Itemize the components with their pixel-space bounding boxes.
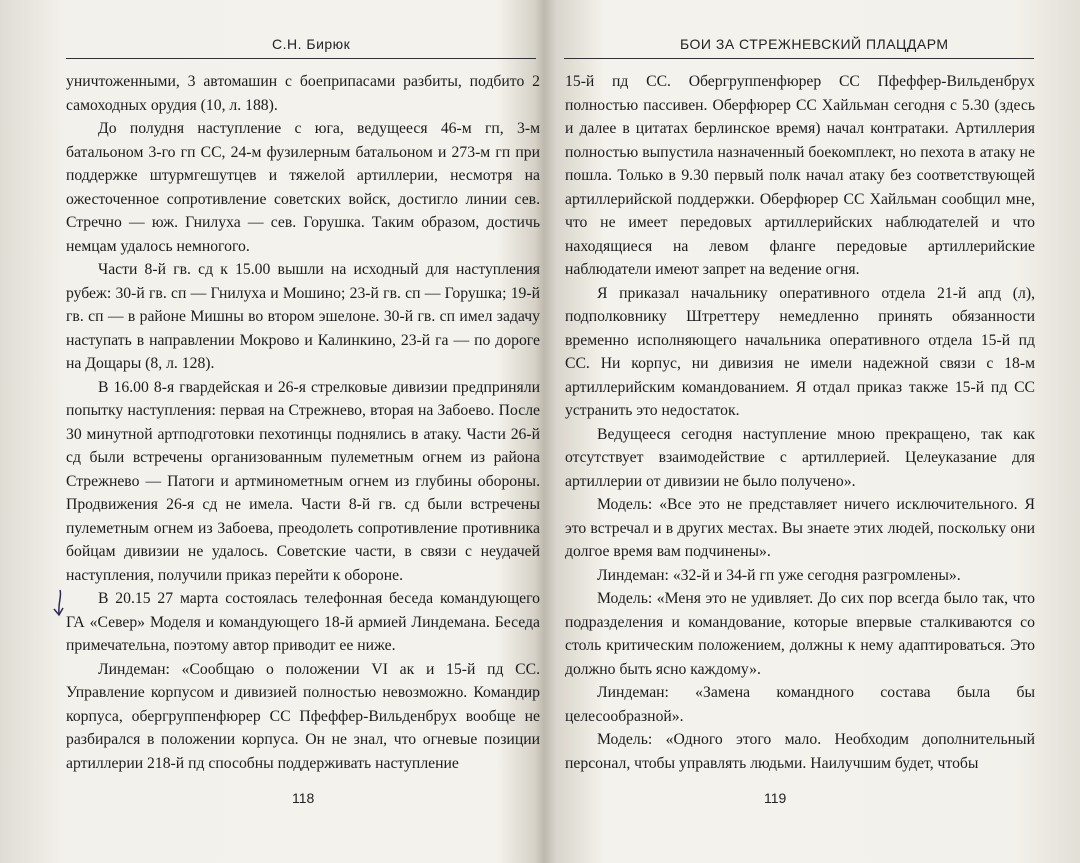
paragraph: Части 8-й гв. сд к 15.00 вышли на исходный для наступления рубеж: 30-й гв. сп — Гнилуха и Мошино; 23-й гв. сп — Горушка; 19-й гв. сп — в районе Мишны во втором эшелоне. 30-й гв. сп имел задачу наступать в направлении Мокрово и Калинкино, 23-й га — по дороге на Дощары (8, л. 128).	[66, 261, 540, 372]
paragraph: Я приказал начальнику оперативного отдела 21-й апд (л), подполковнику Штреттеру немедленно принять обязанности временно исполняющего начальника оперативного отдела 15-й пд СС. Ни корпус, ни дивизия не имели надежной связи с 18-м артиллерийским командованием. Я отдал приказ также 15-й пд СС устранить это недостаток.	[565, 284, 1035, 419]
paragraph: В 20.15 27 марта состоялась телефонная беседа командующего ГА «Север» Моделя и командующего 18-й армией Линдемана. Беседа примечательна, поэтому автор приводит ее ниже.	[66, 590, 540, 654]
left-header-rule	[66, 58, 536, 59]
paragraph: Модель: «Одного этого мало. Необходим дополнительный персонал, чтобы управлять людьми. Наилучшим будет, чтобы	[565, 731, 1035, 772]
right-header-rule	[564, 58, 1034, 59]
right-page	[544, 0, 1080, 863]
handwritten-arrow-icon	[48, 588, 70, 618]
right-page-number: 119	[764, 790, 787, 806]
paragraph: уничтоженными, 3 автомашин с боеприпасами разбиты, подбито 2 самоходных орудия (10, л. 188).	[66, 73, 540, 114]
left-page-number: 118	[292, 790, 315, 806]
paragraph: Линдеман: «Замена командного состава была бы целесообразной».	[565, 684, 1035, 725]
paragraph: До полудня наступление с юга, ведущееся 46-м гп, 3-м батальоном 3-го гп СС, 24-м фузилерным батальоном и 273-м гп при поддержке штурмгешутцев и тяжелой артиллерии, несмотря на ожесточенное сопротивление советских войск, достигло линии сев. Стречно — юж. Гнилуха — сев. Горушка. Таким образом, достичь немцам удалось немногого.	[66, 120, 540, 255]
paragraph: Линдеман: «Сообщаю о положении VI ак и 15-й пд СС. Управление корпусом и дивизией полностью невозможно. Командир корпуса, обергруппенфюрер СС Пфеффер-Вильденбрух вообще не разбирался в положении корпуса. Он не знал, что огневые позиции артиллерии 218-й пд способны поддерживать наступление	[66, 660, 540, 772]
paragraph: Ведущееся сегодня наступление мною прекращено, так как отсутствует взаимодействие с артиллерией. Целеуказание для артиллерии от дивизии не было получено».	[565, 425, 1035, 490]
paragraph: Модель: «Все это не представляет ничего исключительного. Я это встречал и в других местах. Вы знаете этих людей, поскольку они долгое время вам подчинены».	[565, 496, 1035, 560]
right-page-text	[565, 70, 1035, 775]
paragraph: В 16.00 8-я гвардейская и 26-я стрелковые дивизии предприняли попытку наступления: первая на Стрежнево, вторая на Забоево. После 30 минутной артподготовки пехотинцы поднялись в атаку. Части 26-й сд были встречены организованным пулеметным огнем из района Стрежнево — Патоги и артминометным огнем из глубины обороны. Продвижения 26-я сд не имела. Части 8-й гв. сд были встречены пулеметным огнем из Забоева, преодолеть сопротивление противника бойцам дивизии не удалось. Советские части, в связи с неудачей наступления, получили приказ перейти к обороне.	[66, 378, 540, 584]
left-page-text	[66, 70, 540, 775]
left-running-head: С.Н. Бирюк	[272, 36, 351, 52]
paragraph: 15-й пд СС. Обергруппенфюрер СС Пфеффер-Вильденбрух полностью пассивен. Оберфюрер СС Хайльман сегодня с 5.30 (здесь и далее в цитатах берлинское время) начал контратаки. Артиллерия полностью выпустила назначенный боекомплект, но пехота в атаку не пошла. Только в 9.30 первый полк начал атаку без соответствующей артиллерийской поддержки. Оберфюрер СС Хайльман сообщил мне, что не имеет передовых артиллерийских наблюдателей и что находящиеся на левом фланге передовые артиллерийские наблюдатели имеют запрет на ведение огня.	[565, 73, 1035, 278]
paragraph: Модель: «Меня это не удивляет. До сих пор всегда было так, что подразделения и командование, которые впервые сталкиваются со столь критическим положением, должны к нему адаптироваться. Это должно быть ясно каждому».	[565, 590, 1035, 678]
right-running-head: БОИ ЗА СТРЕЖНЕВСКИЙ ПЛАЦДАРМ	[680, 36, 949, 52]
paragraph: Линдеман: «32-й и 34-й гп уже сегодня разгромлены».	[597, 566, 961, 584]
